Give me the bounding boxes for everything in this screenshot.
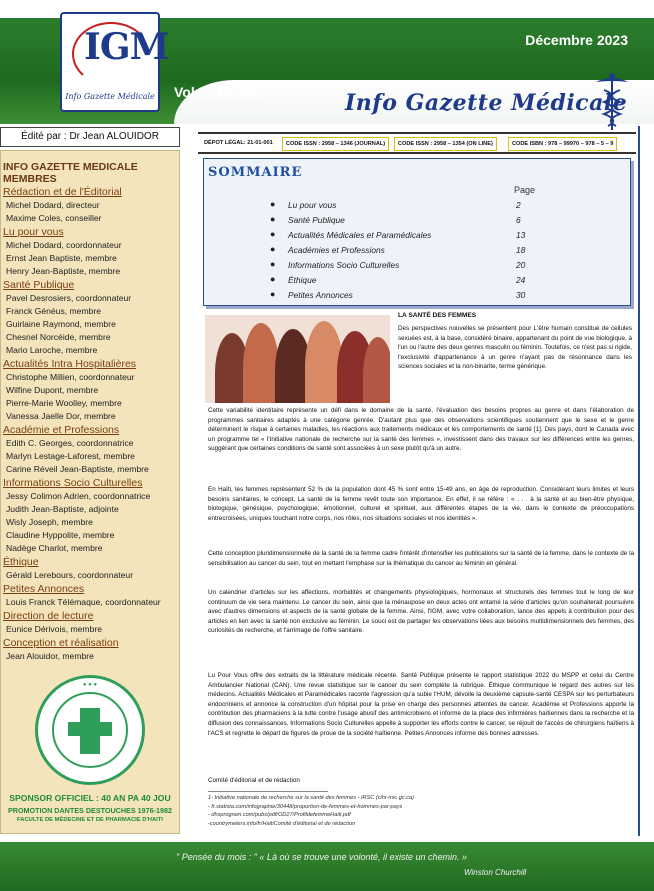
toc-item[interactable] [264,259,584,273]
toc-item[interactable] [264,229,584,243]
footnote: - fr.statista.com/infographie/30448/proportion-de-femmes-et-hommes-par-pays [208,803,403,810]
sidebar-section-title: Direction de lecture [3,610,94,622]
sponsor-line-2: PROMOTION DANTES DESTOUCHES 1976-1982 [7,806,173,815]
masthead [0,0,654,124]
toc-item-page: 13 [516,230,526,240]
sidebar-member: Vanessa Jaelle Dor, membre [6,411,116,421]
sidebar-section-title: Conception et réalisation [3,637,119,649]
toc-item-page: 18 [516,245,526,255]
sidebar-member: Jessy Colimon Adrien, coordonnatrice [6,491,151,501]
sidebar-member: Jean Alouidor, membre [6,651,94,661]
footnote-rule [208,791,328,792]
table-of-contents [203,158,631,306]
sidebar-section-title: Petites Annonces [3,583,85,595]
sidebar-member: Carine Réveil Jean-Baptiste, membre [6,464,149,474]
sidebar-section-title: Lu pour vous [3,226,64,238]
sidebar-member: Judith Jean-Baptiste, adjointe [6,504,119,514]
footnote: 1- Initiative nationale de recherche sur la santé des femmes - IRSC (cihr-irsc.gc.ca) [208,795,415,801]
caduceus-icon [592,72,632,132]
logo-mark: IGM [84,26,169,68]
sidebar-section-title: Actualités Intra Hospitalières [3,358,137,370]
article-paragraph-1: Des perspectives nouvelles se présentent pour L'être humain constitué de cellules sexuées est, à la base, considéré binaire, appartenant du point de vue biologique, à l'un ou l'autre des deux genres masculin ou féminin. Toutefois, ce n'est pas si rigide, l'exclusivité d'appartenance à un genre n'ayant pas de résonnance dans les sciences sociales et la non-binarite, terme générique. [398,325,632,371]
bullet-icon: ● [270,244,276,254]
sidebar-section-title: Éthique [3,556,39,568]
toc-item[interactable] [264,214,584,228]
isbn-code: CODE ISBN : 978 – 99970 – 978 – 5 – 9 [508,137,617,151]
sidebar-member: Nadège Charlot, membre [6,543,103,553]
sidebar-section-title: Santé Publique [3,279,75,291]
column-rule [638,126,640,836]
article-paragraph-6: Lu Pour Vous offre des extraits de la littérature médicale récente. Santé Publique présente le rapport statistique 2022 du MSPP et celui du Centre Ambulancier National (CAN). Une revue statistique sur le cancer du sein complète la rubrique. Éthique communique le regard des autres sur les médecins. Actualités Médicales et Paramédicales raconte l'agression qu'a subie l'HUM, dévoile la deuxième capsule-santé CESPA sur les perturbateurs endocriniens et annonce la construction d'un hôpital pour la prise en charge des personnes atteintes de cancer. Académie et Professions apporte la contribution des pharmaciens à la lutte contre l'usage abusif des antimicrobiens et informe de la place des infirmières haïtiennes dans la recherche et la diffusion des connaissances. Informations Socio Culturelles appelle à supporter les efforts contre le cancer, se réjouit de l'accès de chirurgiens haïtiens à l'ACS et regrette le départ de figures de proue de la société haïtienne. Petites Annonces informe des bonnes adresses. [208,672,634,737]
sidebar-member: Chesnel Norcéide, membre [6,332,111,342]
bullet-icon: ● [270,199,276,209]
sidebar-section-title: Rédaction et de l'Éditorial [3,186,122,198]
quote-of-month: " Pensée du mois : " « Là où se trouve une volonté, il existe un chemin. » [176,852,468,862]
sidebar-member: Pierre-Marie Woolley, membre [6,398,122,408]
article-paragraph-5: Un calendrier d'articles sur les affections, morbidités et changements physiologiques, hormonaux et structurels des femmes tout le long de leur continuum de vie sera maintenu. Le cancer du sein, ainsi que la ménaupose en deux actes ont entamé la série d'articles qu'on souhaiterait poursuivre avec d'autres dimensions et aspects de la santé globale de la femme. Ainsi, l'IGM, avec votre collaboration, lance des appels à contribution pour des articles en lien avec la santé non exclusive au féminin. Le souci est de partager les observations liées aux besoins multidimensionnels des femmes, des curiosités de recherche, et l'arrimage de l'offre sanitaire. [208,589,634,635]
sidebar-section-title: Informations Socio Culturelles [3,477,143,489]
sidebar-member: Gérald Lerebours, coordonnateur [6,570,134,580]
sidebar-member: Guirlaine Raymond, membre [6,319,116,329]
toc-item-page: 2 [516,200,521,210]
sidebar-member: Maxime Coles, conseiller [6,213,102,223]
legal-deposit-bar [198,132,636,154]
toc-item-page: 24 [516,275,526,285]
sidebar-member: Michel Dodard, directeur [6,200,100,210]
footnote: - dhsprogram.com/pubs/pdf/OD27/ProfildefemmeHaiti.pdf [208,812,351,819]
issue-volume: Vol. 3. No 34. [174,84,261,100]
sidebar-member: Claudine Hyppolite, membre [6,530,115,540]
sidebar-member: Ernst Jean Baptiste, membre [6,253,117,263]
sidebar-section-list [1,186,179,663]
article-paragraph-2: Cette variabilité identitaire représente un défi dans le domaine de la santé, l'évaluation des besoins propres au genre et dans l'élaboration de programmes sanitaires adaptés à une catégorie genrée. D'autant plus que des observations scientifiques soutiennent que le sexe et le genre déterminent le risque à certaines maladies, les réactions aux traitements médicaux et les comportements de santé [1]. Des pays, dont le Canada avec un programme tel « l'Initiative nationale de recherche sur la santé des femmes », investissent dans des travaux sur les différences entre les genres, suggérant que certaines conditions de santé sont associées à un sexe plutôt qu'à un autre. [208,407,634,453]
women-illustration [205,315,390,403]
sidebar-member: Michel Dodard, coordonnateur [6,240,122,250]
toc-item-label: Actualités Médicales et Paramédicales [288,230,432,240]
editor-credit: Édité par : Dr Jean ALOUIDOR [0,127,180,147]
article-paragraph-4: Cette conception pluridimensionnelle de la santé de la femme cadre l'intérêt d'intensifier les publications sur la santé de la femme, dans le contexte de la sensibilisation au cancer du sein, tout en mettant l'emphase sur la thématique du cancer au féminin en général. [208,550,634,567]
footnote: -countrymeters.info/fr/HaitiComité d'éditorial et de rédaction [208,820,356,827]
sidebar-member: Edith C. Georges, coordonnatrice [6,438,134,448]
sidebar-member: Mario Laroche, membre [6,345,98,355]
toc-item-page: 30 [516,290,526,300]
sidebar-member: Christophe Millien, coordonnateur [6,372,135,382]
sidebar-member: Wilfine Dupont, membre [6,385,99,395]
sidebar-member: Louis Franck Télémaque, coordonnateur [6,597,161,607]
logo-caption: Info Gazette Médicale [65,92,155,101]
article-title: LA SANTÉ DES FEMMES [398,312,477,319]
seal-ring: ● ● ● [82,682,98,688]
article-paragraph-3: En Haïti, les femmes représentent 52 % de la population dont 45 % sont entre 15-49 ans, en âge de reproduction. Considérant leurs limites et leurs besoins sanitaires, le concept, La santé de la femme revêt toute son importance. En effet, il se réfère : « . . . à la santé et au bien-être physique, biologique, génésique, psychologique, émotionnel, culturel et spirituel, aux différentes étapes de la vie, dans le contexte de préoccupations entrecroisées, uniques touchant notre corps, nos rôles, nos situations sociales et nos identités ». [208,486,634,522]
article-footnotes [208,791,634,828]
sponsor-block [1,793,179,823]
toc-item-label: Santé Publique [288,215,345,225]
issue-date: Décembre 2023 [525,32,628,48]
seal-cross-horizontal [68,722,112,736]
toc-item-label: Lu pour vous [288,200,337,210]
issn-online: CODE ISSN : 2958 – 1354 (ON LINE) [394,137,497,151]
sidebar-member: Marlyn Lestage-Laforest, membre [6,451,135,461]
sidebar-member: Henry Jean-Baptiste, membre [6,266,121,276]
sidebar-member: Franck Généus, membre [6,306,102,316]
footer-band [0,842,654,891]
toc-item-label: Petites Annonces [288,290,353,300]
sidebar-section-title: Académie et Professions [3,424,120,436]
igm-logo [60,12,169,112]
newsletter-title: Info Gazette Médicale [345,90,628,116]
sidebar-heading: INFO GAZETTE MEDICALE MEMBRES [3,161,138,185]
toc-item-label: Éthique [288,275,317,285]
toc-item[interactable] [264,289,584,303]
sponsor-line-1: SPONSOR OFFICIEL : 40 AN PA 40 JOU [9,793,171,803]
legal-deposit: DÉPOT LÉGAL: 21-01-001 [204,140,273,146]
bullet-icon: ● [270,214,276,224]
toc-item[interactable] [264,199,584,213]
toc-item-page: 20 [516,260,526,270]
sponsor-seal-icon [35,675,145,785]
toc-item-label: Académies et Professions [288,245,385,255]
sidebar-member: Pavel Desrosiers, coordonnateur [6,293,132,303]
toc-page-label: Page [514,185,536,195]
toc-item-page: 6 [516,215,521,225]
article-signature: Comité d'éditorial et de rédaction [208,777,300,784]
sidebar-member: Wisly Joseph, membre [6,517,93,527]
toc-item[interactable] [264,244,584,258]
toc-item-label: Informations Socio Culturelles [288,260,400,270]
bullet-icon: ● [270,289,276,299]
sidebar-member: Eunice Dérivois, membre [6,624,102,634]
bullet-icon: ● [270,274,276,284]
sidebar-members [0,150,180,834]
toc-title: SOMMAIRE [208,165,303,180]
toc-item[interactable] [264,274,584,288]
bullet-icon: ● [270,259,276,269]
bullet-icon: ● [270,229,276,239]
issn-journal: CODE ISSN : 2958 – 1346 (JOURNAL) [282,137,389,151]
sponsor-line-3: FACULTE DE MÉDECINE ET DE PHARMACIE D'HAITI [17,817,163,823]
quote-author: Winston Churchill [464,868,527,877]
